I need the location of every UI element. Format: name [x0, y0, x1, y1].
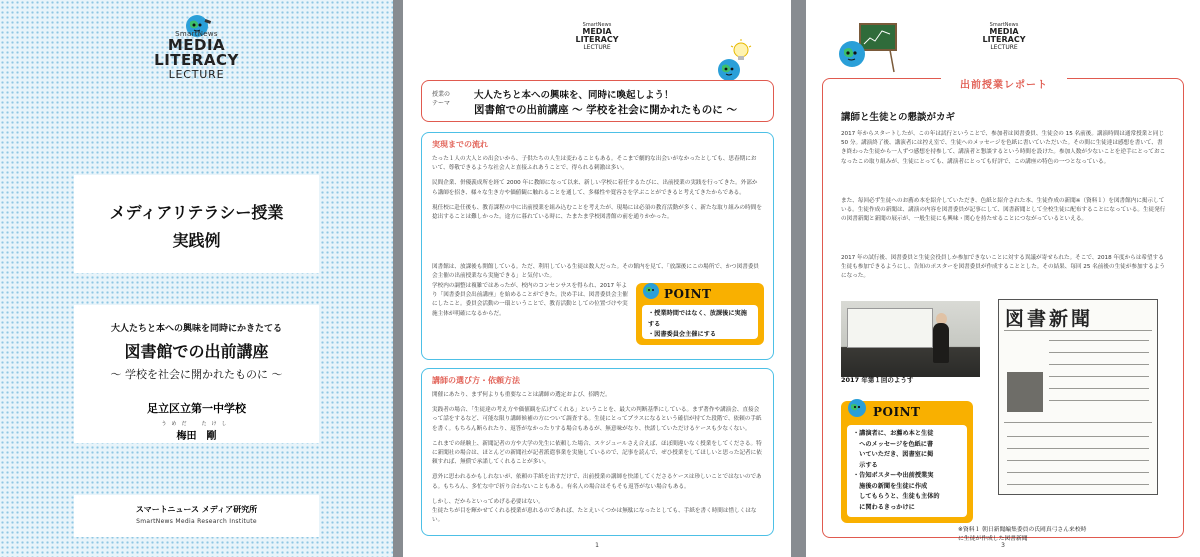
newspaper-rule	[1049, 364, 1149, 365]
report-para-1: 2017 年からスタートしたが、この年は試行ということで、参加者は図書委員、生徒会の 15 名前後。講演時間は通常授業と同じ 50 分。講演終了後、講演者には控え室で、生徒へのメッセージを色紙に書いていただいた。その間に生徒達は感想を書いて、書き終わった生徒から一人ずつ感想を持参して、講演者と懇談するという時間を設けた。参加人数が少ないことを逆手にとっておこなったこの取り組みが、生徒にとっても、講演者にとっても好評で、この講座の特色の一つとなっている。	[841, 131, 1166, 165]
theme-label	[432, 90, 450, 108]
flow-para-3: 現任校に赴任後も、教育課程の中に出前授業を組み込むことを考えたが、現場には必須の教育活動が多く、新たな取り組みの時間を捻出することは難しかった。途方に暮れている時に、たまたま学校図書館の前を通りかかった。	[432, 204, 762, 221]
newspaper-rule	[1049, 352, 1149, 353]
logo-line2: LITERACY	[575, 35, 619, 44]
theme-label-line2: テーマ	[432, 100, 451, 107]
point-item: ・告知ポスターや出前授業実	[853, 472, 934, 479]
point-item: 示する	[853, 461, 878, 469]
point-item: ・図書委員会主催にする	[648, 331, 717, 338]
lecturer-para-5: しかし、だからといってめげる必要はない。	[432, 498, 544, 505]
newspaper-rule	[1049, 400, 1149, 401]
point-item: いていただき、図書室に掲	[853, 451, 934, 458]
section-flow-text-3	[432, 282, 632, 325]
cover-school: 足立区立第一中学校	[147, 402, 246, 415]
report-box	[822, 78, 1184, 538]
cover-author-ruby: うめだ たけし	[161, 421, 232, 427]
photo-lecturer	[933, 323, 949, 363]
report-para-3: 2017 年の試行後、図書委員と生徒会役員しか参加できないことに対する異議が寄せられた。そこで、2018 年度からは希望する生徒も参加できるようにし、告知のポスターを図書委員が作成することとした。その結果、毎回 25 名前後の生徒が参加するようになった。	[841, 255, 1165, 280]
newspaper-rule	[1007, 436, 1149, 437]
newspaper-rule	[1049, 340, 1149, 341]
flow-para-5: 学校内の調整は複雑ではあったが、校内のコンセンサスを得られ、2017 年より「図書委員会出前講座」を始めることができた。決め手は、図書委員会主催にしたこと。委員会活動の一環ということで、教育活動としての位置づけや実施主体が明確になるからだ。	[432, 283, 628, 317]
point-item: 施後の新聞を生徒に作成	[853, 482, 928, 490]
point-list	[642, 305, 758, 339]
point-item: ・授業時間ではなく、放課後に実施する	[648, 310, 747, 328]
cover-main-title: 図書館での出前講座	[124, 342, 269, 361]
page-3	[806, 0, 1200, 557]
logo-line3: LECTURE	[583, 44, 611, 51]
cover-footer-box	[74, 495, 319, 537]
cover-title-line1: メディアリテラシー授業	[109, 203, 284, 222]
point-title: POINT	[664, 287, 712, 301]
lecturer-para-1: 開催にあたり、まず何よりも重要なことは講師の選定および、招聘だ。	[432, 392, 611, 398]
logo-brand: SmartNews	[989, 22, 1019, 28]
photo-caption: 2017 年第１回のようす	[841, 376, 914, 384]
logo-line1: MEDIA	[167, 36, 226, 54]
report-heading: 講師と生徒との懇談がカギ	[841, 112, 956, 123]
lecturer-para-3: これまでの経験上、新聞記者の方や大学の先生に依頼した場合、スケジュールさえ合えば、ほぼ間違いなく授業をしてくださる。特に新聞社の場合は、ほとんどの新聞社が記者派遣事業を実施しているので、記事を読んで、ぜひ授業をしてほしいと思った記者に依頼すれば、無償で承諾してくれることが多い。	[432, 440, 762, 466]
section-flow-box	[421, 132, 774, 360]
cover-tagline: ～ 学校を社会に開かれたものに ～	[110, 368, 283, 381]
point-title: POINT	[873, 405, 921, 419]
lecturer-para-4: 意外に思われるかもしれないが、依頼の手紙を出すだけで、出前授業の講師を快諾してくださるケースは珍しいことではないのである。もちろん、多忙な中で折り合わないこともある。有名人の場合はそもそも返答がない場合もある。	[432, 474, 762, 490]
cover-title-line2: 実践例	[172, 231, 221, 250]
flow-para-2: 民間企業、併優義成所を経て 2000 年に教師になって以来、新しい学校に着任するたびに、出前授業の実践を行ってきた。外部から講師を招き、様々な生き方や価値観に触れることを通して、多様性や寛容さを学ぶことができると考えてきたからである。	[432, 180, 758, 196]
cover-subtitle-box	[74, 305, 319, 443]
newspaper-rule	[1007, 472, 1149, 473]
logo-brand: SmartNews	[175, 30, 218, 38]
lecturer-para-6: 生徒たちが目を輝かせてくれる授業が恵れるのであれば、たとえいくつかは無駄になったとしても、手紙を書く時間は惜しくはない。	[432, 508, 757, 524]
mascot-globe-icon	[845, 395, 869, 419]
theme-line1: 大人たちと本への興味を、同時に喚起しよう！	[474, 90, 674, 101]
newspaper-caption-line1: ※資料１ 朝日新聞編集委員の氏岡真弓さん来校時	[958, 527, 1087, 533]
page1-logo	[567, 22, 627, 52]
section-lecturer-box	[421, 368, 774, 536]
newspaper-title: 図書新聞	[1005, 308, 1094, 330]
point-box	[636, 283, 764, 345]
page3-logo	[974, 22, 1034, 52]
cover-page	[0, 0, 393, 557]
point-item: ・講演者に、お薦め本と生徒	[853, 430, 934, 437]
newspaper-rule	[1007, 448, 1149, 449]
cover-org: スマートニュース メディア研究所	[135, 505, 258, 514]
point-item: へのメッセージを色紙に書	[853, 440, 934, 448]
cover-org-en: SmartNews Media Research Institute	[136, 518, 257, 525]
mascot-globe-icon	[640, 279, 662, 301]
lesson-theme-box	[421, 80, 774, 122]
cover-title-box	[74, 175, 319, 273]
mascot-blackboard-icon	[830, 20, 900, 78]
school-newspaper-image	[998, 299, 1158, 495]
cover-logo	[0, 30, 393, 81]
newspaper-rule	[1007, 484, 1149, 485]
flow-para-4: 図書館は、放課後も開館している。ただ、利用している生徒は数人だった。その館内を見て、「放課後にこの場所で、かつ図書委員会主催の出前授業なら実施できる」と気付いた。	[432, 264, 760, 280]
logo-line3: LECTURE	[990, 44, 1018, 51]
newspaper-rule	[1004, 330, 1152, 331]
logo-brand: SmartNews	[582, 22, 612, 28]
mascot-lightbulb-icon	[707, 38, 757, 86]
logo-line2: LITERACY	[982, 35, 1026, 44]
lecture-photo	[841, 301, 980, 377]
page-number: 1	[595, 542, 599, 549]
flow-para-1: たった１人の大人との出会いから、子供たちの人生は変わることもある。そこまで劇的な出会いがなかったとしても、思春期において、尊敬できるような社会人と直接ふれあうことで、得られる刺激は多い。	[432, 156, 757, 172]
cover-lead: 大人たちと本への興味を同時にかきたてる	[110, 324, 282, 334]
logo-line1: MEDIA	[582, 27, 612, 36]
point-list	[847, 425, 967, 517]
point-box	[841, 401, 973, 523]
point-item: してもらうと、生徒も主体的	[853, 493, 940, 500]
newspaper-caption	[958, 526, 1138, 543]
lecturer-para-2: 実践者の場合、「生徒達の考え方や価値観を広げてくれる」ということを、最大の判断基準にしている。まず著作や講演会、直接会って話をするなど、可能な限り講師候補の方について調査する。生徒にとってプラスになるという確信が持てた段階で、依頼の手紙を書く。もちろん断られたり、返答がなかったりする場合もあるが、無意味がなり、快諾していただけるケースも少なくない。	[432, 407, 762, 432]
section-lecturer-text	[432, 391, 764, 525]
theme-line2: 図書館での出前講座 ～ 学校を社会に開かれたものに ～	[474, 104, 737, 116]
theme-label-line1: 授業の	[432, 91, 451, 98]
section-lecturer-title: 講師の選び方・依頼方法	[432, 376, 520, 385]
logo-line1: MEDIA	[989, 27, 1019, 36]
newspaper-caption-line2: に生徒が作成した図書新聞	[958, 535, 1028, 542]
newspaper-rule	[1004, 422, 1152, 423]
logo-line2: LITERACY	[154, 51, 239, 69]
point-item: に関わるきっかけに	[853, 503, 915, 511]
page-number: 3	[1001, 542, 1005, 549]
newspaper-rule	[1049, 388, 1149, 389]
newspaper-rule	[1049, 376, 1149, 377]
photo-whiteboard	[847, 308, 933, 348]
report-tab-title: 出前授業レポート	[941, 78, 1067, 96]
newspaper-rule	[1007, 460, 1149, 461]
report-para-2: また、毎回必ず生徒へのお薦め本を紹介していただき、色紙と紹介された本、生徒作成の新聞※（資料１）を図書館内に掲示している。生徒作成の新聞は、講演の内容を図書委員が記事にして、図書新聞として全校生徒に配布することになっている。生徒発行の図書新聞と新聞の展示が、一般生徒にも興味・関心を持たせることにつながっているといえる。	[841, 198, 1166, 223]
logo-line3: LECTURE	[168, 68, 225, 81]
section-flow-text	[432, 155, 762, 228]
cover-author: 梅田 剛	[176, 431, 217, 442]
newspaper-photo	[1007, 372, 1043, 412]
section-flow-title: 実現までの流れ	[432, 140, 488, 149]
page-1	[403, 0, 791, 557]
